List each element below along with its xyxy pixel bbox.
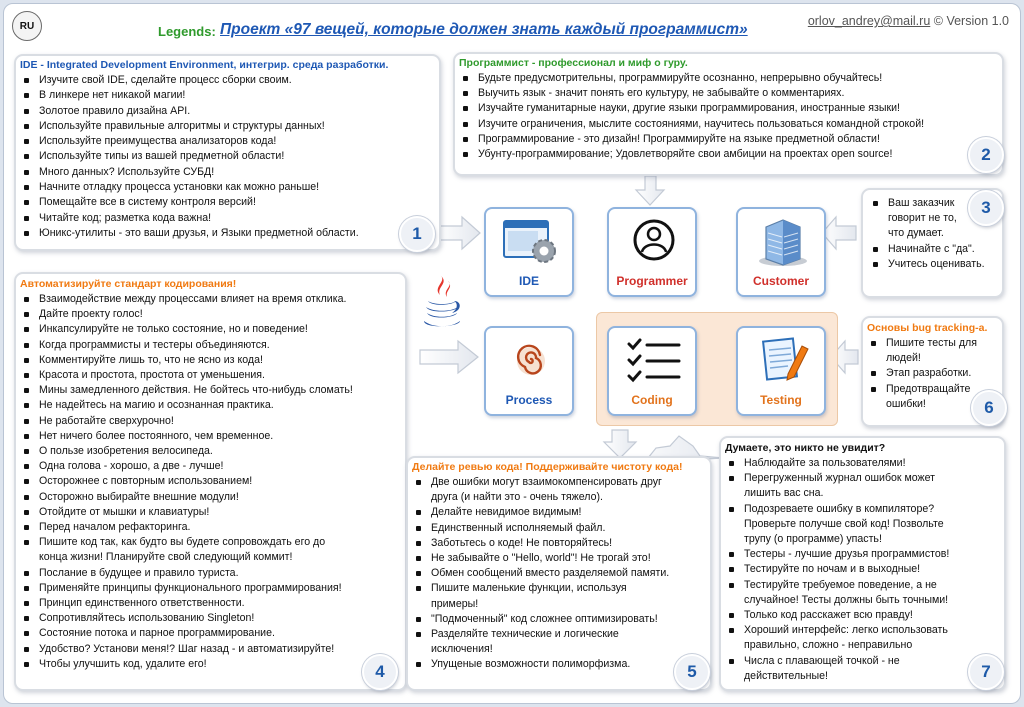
tile-process-label: Process	[505, 393, 553, 407]
tile-customer[interactable]	[736, 207, 826, 297]
list-item	[412, 581, 706, 611]
list-item-text: Послание в будущее и правило туриста.	[39, 566, 239, 579]
page-title: Проект «97 вещей, которые должен знать каждый программист»	[220, 21, 748, 38]
list-item	[412, 612, 706, 627]
list-item-text: Только код расскажет всю правду!	[744, 609, 913, 622]
list-item	[869, 257, 996, 272]
list-item-text: Будьте предусмотрительны, программируйте осознанно, непрерывно обучайтесь!	[478, 72, 883, 84]
list-item-text: примеры!	[431, 597, 479, 610]
list-item	[725, 578, 1000, 608]
card-code-review-number-badge: 5	[674, 654, 710, 690]
person-icon	[609, 209, 699, 279]
list-item-text: Изучайте гуманитарные науки, другие языки программирования, иностранные языки!	[478, 102, 900, 115]
list-item-text: случайное! Тесты должны быть точными!	[744, 593, 949, 606]
list-item	[20, 119, 433, 134]
card-programmer-number-badge: 2	[968, 137, 1004, 173]
card-automation-list	[20, 292, 399, 672]
card-ide-title: IDE - Integrated Development Environment, интегрир. среда разработки.	[20, 59, 389, 71]
list-item-text: правильно, сложно - неправильно	[744, 639, 913, 652]
list-item	[412, 627, 706, 657]
card-programmer-list	[459, 71, 996, 162]
card-testing-title: Думаете, это никто не увидит?	[725, 442, 886, 454]
list-item-text: Дайте проекту голос!	[39, 308, 143, 321]
list-item	[20, 307, 399, 322]
list-item-text: что думает.	[888, 227, 944, 240]
list-item-text: Пишите код так, как будто вы будете сопровождать его до	[39, 536, 326, 549]
document-pencil-icon	[738, 328, 828, 398]
list-item	[20, 211, 433, 226]
list-item-text: Не забывайте о "Hello, world"! Не трогай это!	[431, 552, 651, 565]
list-item	[459, 86, 996, 101]
list-item	[412, 536, 706, 551]
list-item-text: ошибки!	[886, 397, 926, 410]
list-item	[20, 490, 399, 505]
list-item	[20, 292, 399, 307]
list-item-text: лишить вас сна.	[744, 487, 824, 500]
list-item	[20, 165, 433, 180]
list-item-text: Тестируйте требуемое поведение, а не	[744, 578, 937, 591]
list-item-text: Не работайте сверхурочно!	[39, 414, 174, 427]
list-item	[20, 520, 399, 535]
list-item	[725, 654, 1000, 684]
tile-customer-label: Customer	[752, 274, 809, 288]
list-item-text: Наблюдайте за пользователями!	[744, 457, 906, 469]
list-item-text: исключения!	[431, 643, 493, 656]
tile-coding[interactable]	[607, 326, 697, 416]
list-item-text: Комментируйте лишь то, что не ясно из кода!	[39, 353, 263, 366]
card-code-review-list	[412, 475, 706, 673]
list-item-text: Используйте типы из вашей предметной области!	[39, 150, 285, 163]
list-item-text: Сопротивляйтесь использованию Singleton!	[39, 612, 255, 625]
list-item-text: Нет ничего более постоянного, чем временное.	[39, 429, 274, 442]
list-item	[20, 383, 399, 398]
list-item	[412, 505, 706, 520]
list-item-text: Помещайте все в систему контроля версий!	[39, 196, 256, 209]
list-item	[867, 366, 998, 381]
checklist-icon	[609, 328, 699, 398]
list-item	[725, 502, 1000, 548]
list-item-text: Юникс-утилиты - это ваши друзья, и Языки предметной области.	[39, 226, 359, 239]
list-item-text: Читайте код; разметка кода важна!	[39, 211, 212, 224]
list-item	[869, 242, 996, 257]
list-item-text: Перед началом рефакторинга.	[39, 521, 191, 534]
list-item-text: Не надейтесь на магию и осознанная практика.	[39, 399, 274, 412]
list-item	[20, 429, 399, 444]
tile-coding-label: Coding	[631, 393, 673, 407]
list-item	[725, 456, 1000, 471]
list-item	[725, 608, 1000, 623]
list-item-text: конца жизни! Планируйте свой следующий коммит!	[39, 551, 293, 564]
list-item-text: Одна голова - хорошо, а две - лучше!	[39, 460, 224, 473]
list-item-text: Программирование - это дизайн! Программируйте на языке предметной области!	[478, 132, 880, 145]
list-item	[20, 535, 399, 565]
list-item-text: Перегруженный журнал ошибок может	[744, 472, 936, 485]
list-item	[20, 180, 433, 195]
list-item	[412, 475, 706, 505]
list-item	[459, 117, 996, 132]
list-item-text: Две ошибки могут взаимокомпенсировать друг	[431, 476, 662, 488]
card-programmer-title: Программист - профессионал и миф о гуру.	[459, 57, 688, 69]
list-item	[20, 581, 399, 596]
list-item	[20, 104, 433, 119]
list-item-text: Числа с плавающей точкой - не	[744, 654, 900, 667]
card-bug-tracking-title: Основы bug tracking-а.	[867, 322, 988, 334]
arrow-card2-to-programmer	[636, 176, 664, 205]
list-item	[20, 642, 399, 657]
card-testing	[719, 436, 1006, 691]
legend-label: Legends:	[158, 24, 216, 39]
author-email[interactable]: orlov_andrey@mail.ru	[807, 14, 931, 28]
card-code-review	[406, 456, 712, 691]
list-item-text: людей!	[886, 352, 921, 365]
list-item-text: Убунту-программирование; Удовлетворяйте свои амбиции на проектах open source!	[478, 148, 893, 161]
list-item-text: Разделяйте технические и логические	[431, 628, 619, 641]
tile-programmer-label: Programmer	[616, 274, 688, 288]
list-item	[412, 657, 706, 672]
list-item	[725, 547, 1000, 562]
list-item	[20, 73, 433, 88]
list-item-text: Взаимодействие между процессами влияет на время отклика.	[39, 293, 347, 305]
list-item-text: Чтобы улучшить код, удалите его!	[39, 657, 207, 670]
list-item	[725, 623, 1000, 653]
list-item	[412, 551, 706, 566]
list-item	[20, 657, 399, 672]
list-item	[459, 147, 996, 162]
list-item-text: Подозреваете ошибку в компиляторе?	[744, 502, 935, 515]
list-item-text: Ваш заказчик	[888, 197, 955, 209]
list-item-text: Применяйте принципы функционального программирования!	[39, 581, 342, 594]
list-item	[412, 566, 706, 581]
list-item-text: Упущеные возможности полиморфизма.	[431, 658, 631, 671]
list-item	[20, 444, 399, 459]
list-item-text: Хороший интерфейс: легко использовать	[744, 624, 948, 637]
building-icon	[738, 209, 828, 279]
list-item-text: Заботьтесь о коде! Не повторяйтесь!	[431, 536, 613, 549]
arrow-card4-to-process	[420, 341, 478, 373]
list-item	[20, 626, 399, 641]
card-programmer	[453, 52, 1004, 176]
list-item	[20, 459, 399, 474]
list-item	[20, 505, 399, 520]
list-item-text: действительные!	[744, 669, 828, 682]
tile-testing[interactable]	[736, 326, 826, 416]
list-item-text: Выучить язык - значит понять его культуру, не забывайте о комментариях.	[478, 87, 845, 100]
card-code-review-title: Делайте ревью кода! Поддерживайте чистоту кода!	[412, 461, 683, 473]
list-item-text: Инкапсулируйте не только состояние, но и поведение!	[39, 323, 308, 336]
list-item	[20, 226, 433, 241]
ide-window-icon	[486, 209, 576, 279]
card-bug-tracking-number-badge: 6	[971, 390, 1007, 426]
list-item	[412, 521, 706, 536]
list-item	[20, 149, 433, 164]
list-item-text: Обмен сообщений вместо разделяемой памяти.	[431, 567, 670, 580]
list-item-text: Когда программисты и тестеры объединяются.	[39, 338, 270, 351]
list-item	[725, 471, 1000, 501]
list-item-text: "Подмоченный" код сложнее оптимизировать!	[431, 612, 658, 625]
list-item	[20, 414, 399, 429]
list-item	[20, 338, 399, 353]
list-item-text: Начните отладку процесса установки как можно раньше!	[39, 181, 320, 194]
list-item-text: Используйте преимущества анализаторов кода!	[39, 135, 277, 148]
list-item-text: Этап разработки.	[886, 367, 972, 380]
list-item-text: Тестеры - лучшие друзья программистов!	[744, 548, 950, 561]
version-label: © Version 1.0	[933, 14, 1009, 28]
list-item-text: Принцип единственного ответственности.	[39, 597, 245, 610]
tile-testing-label: Testing	[760, 393, 802, 407]
list-item-text: Пишите маленькие функции, используя	[431, 582, 627, 595]
card-ide	[14, 54, 441, 251]
spiral-icon	[486, 328, 576, 398]
list-item-text: Состояние потока и парное программирование.	[39, 627, 275, 640]
list-item	[20, 566, 399, 581]
list-item	[20, 88, 433, 103]
tile-ide-label: IDE	[518, 274, 539, 288]
list-item-text: Изучите свой IDE, сделайте процесс сборки своим.	[39, 74, 292, 86]
list-item-text: трупу (о программе) упасть!	[744, 533, 882, 546]
card-testing-number-badge: 7	[968, 654, 1004, 690]
card-automation	[14, 272, 407, 691]
list-item-text: Пишите тесты для	[886, 337, 977, 349]
card-automation-title: Автоматизируйте стандарт кодирования!	[20, 278, 237, 290]
list-item-text: Много данных? Используйте СУБД!	[39, 165, 215, 178]
list-item-text: Учитесь оценивать.	[888, 257, 985, 270]
list-item-text: Осторожно выбирайте внешние модули!	[39, 490, 239, 503]
card-automation-number-badge: 4	[362, 654, 398, 690]
list-item-text: Осторожнее с повторным использованием!	[39, 475, 253, 488]
list-item	[459, 101, 996, 116]
list-item-text: Единственный исполняемый файл.	[431, 521, 606, 534]
list-item-text: Проверьте получше свой код! Позвольте	[744, 517, 944, 530]
arrow-card1-to-ide	[438, 217, 480, 249]
card-customer-number-badge: 3	[968, 190, 1004, 226]
list-item-text: Делайте невидимое видимым!	[431, 506, 582, 519]
list-item	[867, 336, 998, 366]
list-item-text: Изучите ограничения, мыслите состояниями, научитесь пользоваться командной строкой!	[478, 117, 925, 130]
list-item	[20, 596, 399, 611]
tile-programmer[interactable]	[607, 207, 697, 297]
list-item	[725, 562, 1000, 577]
list-item-text: Мины замедленного действия. Не бойтесь что-нибудь сломать!	[39, 384, 353, 397]
list-item-text: Отойдите от мышки и клавиатуры!	[39, 505, 210, 518]
list-item	[20, 195, 433, 210]
tile-process[interactable]	[484, 326, 574, 416]
list-item	[20, 368, 399, 383]
list-item	[20, 322, 399, 337]
card-testing-list	[725, 456, 1000, 684]
list-item-text: Начинайте с "да".	[888, 242, 975, 255]
list-item-text: Используйте правильные алгоритмы и структуры данных!	[39, 119, 325, 132]
list-item-text: О пользе изобретения велосипеда.	[39, 445, 213, 458]
list-item	[20, 474, 399, 489]
java-logo-icon	[418, 271, 466, 335]
list-item	[20, 611, 399, 626]
language-badge[interactable]: RU	[12, 11, 42, 41]
list-item-text: Тестируйте по ночам и в выходные!	[744, 563, 921, 576]
list-item-text: друга (и найти это - очень тяжело).	[431, 491, 603, 504]
list-item	[20, 353, 399, 368]
list-item	[20, 398, 399, 413]
arrow-coding-down	[604, 430, 636, 458]
list-item	[459, 132, 996, 147]
list-item	[20, 134, 433, 149]
list-item	[459, 71, 996, 86]
list-item-text: В линкере нет никакой магии!	[39, 89, 186, 102]
card-ide-list	[20, 73, 433, 241]
list-item-text: Красота и простота, простота от уменьшения.	[39, 369, 265, 382]
list-item-text: говорит не то,	[888, 212, 957, 225]
tile-ide[interactable]	[484, 207, 574, 297]
list-item-text: Удобство? Установи меня!? Шаг назад - и автоматизируйте!	[39, 642, 335, 655]
list-item-text: Золотое правило дизайна API.	[39, 104, 191, 117]
list-item-text: Предотвращайте	[886, 382, 971, 395]
card-ide-number-badge: 1	[399, 216, 435, 252]
